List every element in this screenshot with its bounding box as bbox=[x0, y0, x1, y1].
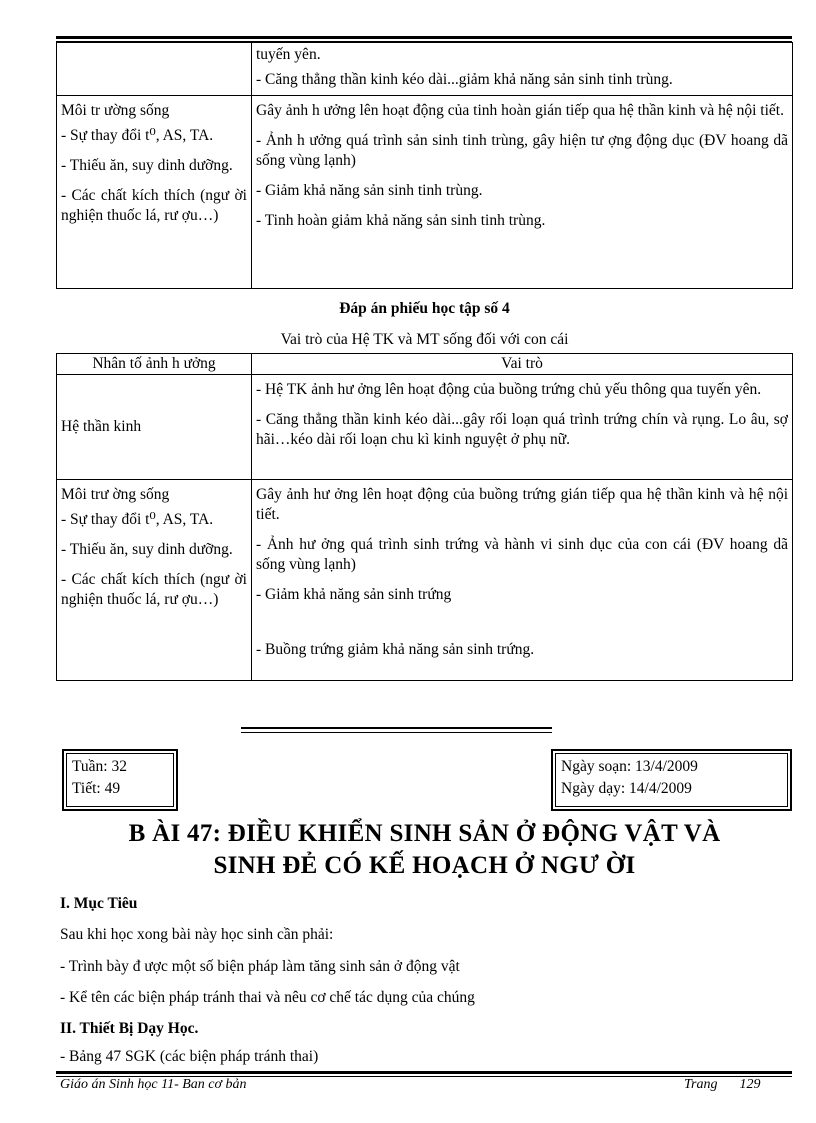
cell-text: - Ảnh hư ởng quá trình sinh trứng và hành vi sinh dục của con cái (ĐV hoang dã sống vùng lạnh) bbox=[256, 536, 788, 573]
cell-text: Gây ảnh h ưởng lên hoạt động của tinh hoàn gián tiếp qua hệ thần kinh và hệ nội tiết. bbox=[256, 102, 784, 119]
table-cell bbox=[252, 480, 793, 681]
cell-text: tuyến yên. bbox=[256, 46, 321, 63]
answer-subtitle: Vai trò của Hệ TK và MT sống đối với con cái bbox=[280, 331, 569, 348]
cell-text: - Sự thay đổi t⁰, AS, TA. bbox=[61, 127, 214, 144]
cell-text: - Ảnh h ưởng quá trình sản sinh tinh trùng, gây hiện tư ợng động dục (ĐV hoang dã sống vùng lạnh) bbox=[256, 132, 788, 169]
footer-course-label: Giáo án Sinh học 11- Ban cơ bản bbox=[60, 1077, 247, 1092]
header-rule-thick bbox=[56, 36, 792, 39]
page-number: 129 bbox=[739, 1077, 761, 1092]
answer-title: Đáp án phiếu học tập số 4 bbox=[339, 300, 510, 317]
cell-text: Môi tr ường sống bbox=[61, 102, 170, 119]
cell-text: - Các chất kích thích (ngư ời nghiện thuốc lá, rư ợu…) bbox=[61, 571, 247, 608]
table-cell bbox=[252, 43, 793, 96]
column-header: Vai trò bbox=[252, 354, 793, 375]
table-cell bbox=[57, 375, 252, 480]
table-row bbox=[57, 480, 793, 681]
objective-item: - Trình bày đ ược một số biện pháp làm tăng sinh sản ở động vật bbox=[60, 958, 460, 975]
section-divider bbox=[241, 727, 552, 729]
prep-date: Ngày soạn: 13/4/2009 bbox=[561, 758, 698, 775]
cell-text: - Các chất kích thích (ngư ời nghiện thuốc lá, rư ợu…) bbox=[61, 187, 247, 224]
lesson-title-line1: B ÀI 47: ĐIỀU KHIỂN SINH SẢN Ở ĐỘNG VẬT VÀ bbox=[128, 820, 721, 847]
page-label: Trang bbox=[684, 1077, 718, 1092]
table-row bbox=[57, 96, 793, 289]
cell-text: - Sự thay đổi t⁰, AS, TA. bbox=[61, 511, 214, 528]
period-label: Tiết: 49 bbox=[72, 780, 121, 797]
male-factors-table bbox=[56, 42, 793, 289]
cell-text: Gây ảnh hư ởng lên hoạt động của buồng trứng gián tiếp qua hệ thần kinh và hệ nội tiết. bbox=[256, 486, 788, 523]
cell-text: - Buồng trứng giảm khả năng sản sinh trứng. bbox=[256, 641, 535, 658]
section-divider-thin bbox=[241, 732, 552, 733]
table-cell bbox=[57, 43, 252, 96]
cell-text: - Giảm khả năng sản sinh tinh trùng. bbox=[256, 182, 483, 199]
cell-text: - Tinh hoàn giảm khả năng sản sinh tinh trùng. bbox=[256, 212, 546, 229]
cell-text: - Giảm khả năng sản sinh trứng bbox=[256, 586, 452, 603]
cell-text: - Thiếu ăn, suy dinh dưỡng. bbox=[61, 157, 233, 174]
table-header-row bbox=[57, 354, 793, 375]
week-label: Tuần: 32 bbox=[72, 758, 127, 775]
table-row bbox=[57, 375, 793, 480]
table-cell bbox=[252, 375, 793, 480]
objective-item: - Kể tên các biện pháp tránh thai và nêu cơ chế tác dụng của chúng bbox=[60, 989, 475, 1006]
lesson-title-line2: SINH ĐẺ CÓ KẾ HOẠCH Ở NGƯ ỜI bbox=[213, 852, 636, 879]
female-factors-table bbox=[56, 353, 793, 681]
table-row bbox=[57, 43, 793, 96]
section-heading-objectives: I. Mục Tiêu bbox=[60, 895, 138, 912]
table-cell bbox=[252, 96, 793, 289]
section-heading-equipment: II. Thiết Bị Dạy Học. bbox=[60, 1020, 199, 1037]
table-cell bbox=[57, 480, 252, 681]
footer-page bbox=[684, 1077, 760, 1093]
footer-rule-thick bbox=[56, 1071, 792, 1074]
cell-text: - Thiếu ăn, suy dinh dưỡng. bbox=[61, 541, 233, 558]
column-header: Nhân tố ảnh h ưởng bbox=[57, 354, 252, 375]
cell-text: - Căng thẳng thần kinh kéo dài...gây rối loạn quá trình trứng chín và rụng. Lo âu, sợ hãi…kéo dài rối loạn chu kì kinh nguyệt ở phụ nữ. bbox=[256, 411, 788, 448]
equipment-item: - Bảng 47 SGK (các biện pháp tránh thai) bbox=[60, 1048, 319, 1065]
cell-text: - Căng thẳng thần kinh kéo dài...giảm khả năng sản sinh tinh trùng. bbox=[256, 71, 673, 88]
objectives-intro: Sau khi học xong bài này học sinh cần phải: bbox=[60, 926, 334, 943]
table-cell bbox=[57, 96, 252, 289]
week-period-box bbox=[62, 749, 178, 811]
cell-text: Môi trư ờng sống bbox=[61, 486, 170, 503]
dates-box bbox=[551, 749, 792, 811]
cell-text: Hệ thần kinh bbox=[61, 417, 142, 435]
teach-date: Ngày dạy: 14/4/2009 bbox=[561, 780, 692, 797]
cell-text: - Hệ TK ảnh hư ởng lên hoạt động của buồng trứng chủ yếu thông qua tuyến yên. bbox=[256, 381, 762, 398]
